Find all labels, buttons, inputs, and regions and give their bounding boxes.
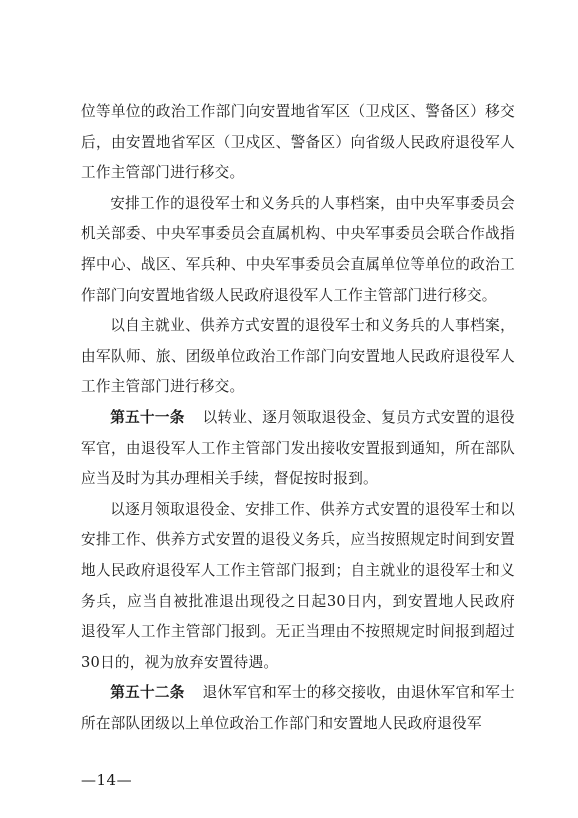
page-number: —14—: [81, 771, 133, 789]
paragraph: [81, 311, 515, 403]
paragraph-text: 位等单位的政治工作部门向安置地省军区（卫戍区、警备区）移交后，由安置地省军区（卫戍区、警备区）向省级人民政府退役军人工作主管部门进行移交。: [81, 103, 515, 182]
paragraph-text: 以逐月领取退役金、安排工作、供养方式安置的退役军士和以安排工作、供养方式安置的退役义务兵，应当按照规定时间到安置地人民政府退役军人工作主管部门报到；自主就业的退役军士和义务兵，应当自被批准退出现役之日起30日内，到安置地人民政府退役军人工作主管部门报到。无正当理由不按照规定时间报到超过30日的，视为放弃安置待遇。: [81, 500, 515, 671]
document-body: [81, 97, 515, 739]
paragraph: [81, 189, 515, 311]
paragraph-text: 以自主就业、供养方式安置的退役军士和义务兵的人事档案，由军队师、旅、团级单位政治工作部门向安置地人民政府退役军人工作主管部门进行移交。: [81, 317, 515, 396]
article-heading: 第五十一条: [110, 408, 185, 426]
paragraph-text: 安排工作的退役军士和义务兵的人事档案，由中央军事委员会机关部委、中央军事委员会直属机构、中央军事委员会联合作战指挥中心、战区、军兵种、中央军事委员会直属单位等单位的政治工作部门向安置地省级人民政府退役军人工作主管部门进行移交。: [81, 194, 515, 304]
paragraph-text: 退休军官和军士的移交接收，由退休军官和军士所在部队团级以上单位政治工作部门和安置地人民政府退役军: [81, 684, 515, 732]
paragraph-text: 以转业、逐月领取退役金、复员方式安置的退役军官，由退役军人工作主管部门发出接收安置报到通知，所在部队应当及时为其办理相关手续，督促按时报到。: [81, 408, 515, 488]
paragraph-continued: [81, 97, 515, 189]
article-heading: 第五十二条: [110, 684, 185, 702]
article-paragraph: [81, 403, 515, 495]
article-paragraph: [81, 678, 515, 739]
paragraph: [81, 495, 515, 679]
